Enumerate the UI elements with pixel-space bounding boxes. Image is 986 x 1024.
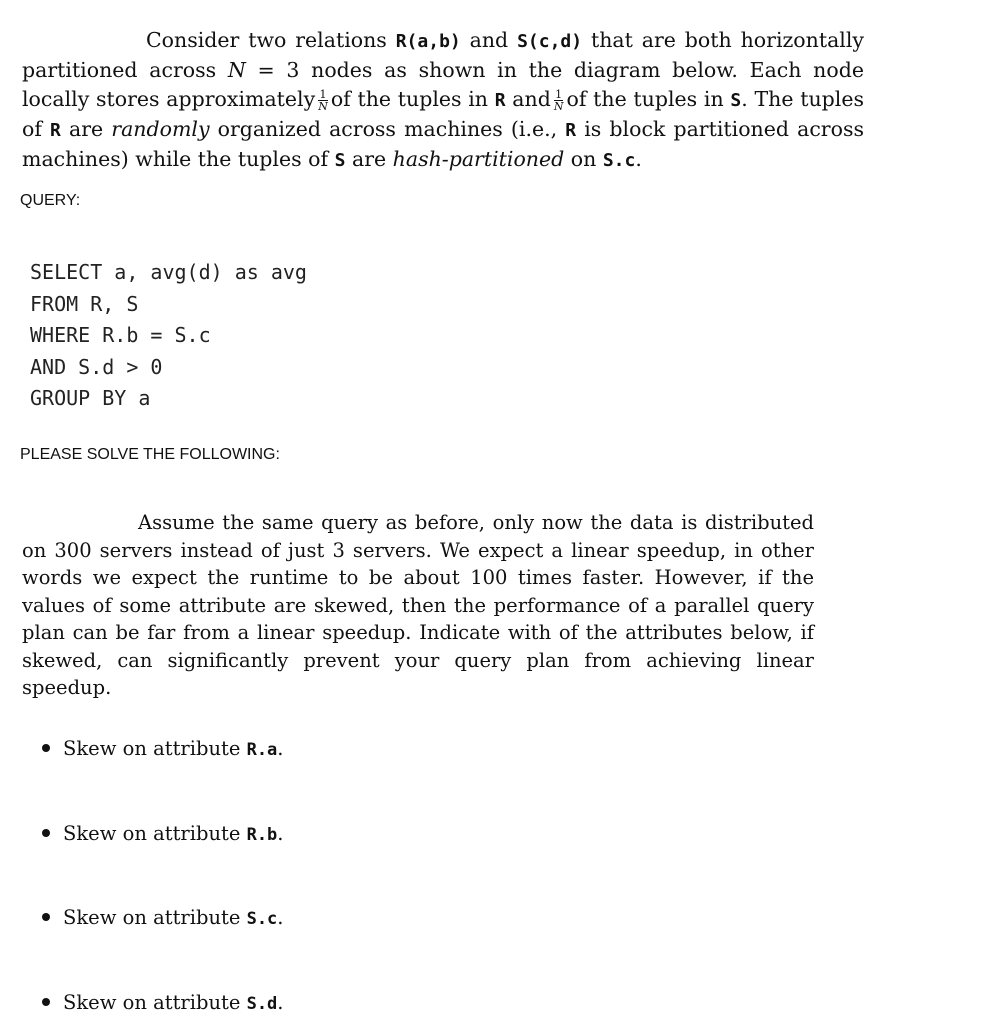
- option-skew-r-a: [42, 737, 284, 762]
- option-suffix: .: [277, 737, 284, 760]
- relation-r-schema: R(a,b): [395, 31, 461, 52]
- intro-text: .: [635, 147, 642, 171]
- option-attribute: S.c: [246, 909, 278, 929]
- option-attribute: R.a: [246, 740, 278, 760]
- intro-text: and: [505, 87, 551, 111]
- fraction-denominator: N: [553, 100, 564, 113]
- intro-text: that are both horizontally partitioned across: [22, 28, 865, 82]
- intro-text: of the tuples in: [566, 87, 731, 111]
- fraction-numerator: 1: [555, 88, 563, 101]
- fraction-denominator: N: [318, 100, 328, 113]
- intro-paragraph: [22, 26, 864, 175]
- intro-text: and: [460, 28, 518, 52]
- option-attribute: S.d: [246, 994, 278, 1014]
- intro-text: organized across machines (i.e.,: [209, 117, 566, 141]
- option-skew-s-d: [42, 991, 284, 1016]
- relation-r: R: [50, 120, 61, 141]
- bullet-icon: [42, 744, 50, 752]
- option-text: Skew on attribute: [63, 991, 247, 1014]
- bullet-icon: [42, 998, 50, 1006]
- option-suffix: .: [277, 991, 284, 1014]
- option-skew-r-b: [42, 822, 284, 847]
- intro-text: of the tuples in: [330, 87, 495, 111]
- emphasis-randomly: randomly: [111, 117, 210, 141]
- fraction-one-over-n: [318, 89, 328, 112]
- option-text: Skew on attribute: [63, 906, 247, 929]
- option-suffix: .: [277, 822, 284, 845]
- sql-line: AND S.d > 0: [30, 354, 163, 379]
- option-skew-s-c: [42, 906, 284, 931]
- option-suffix: .: [277, 906, 284, 929]
- problem-paragraph: [22, 509, 814, 702]
- sql-line: GROUP BY a: [30, 386, 151, 410]
- option-text: Skew on attribute: [63, 822, 247, 845]
- relation-r: R: [494, 90, 506, 111]
- query-label: QUERY:: [20, 192, 81, 209]
- fraction-one-over-n: [554, 89, 564, 112]
- intro-text: are: [60, 117, 112, 141]
- intro-text: . The tuples of: [22, 87, 864, 141]
- attribute-s-c: S.c: [602, 150, 636, 171]
- intro-text: are: [345, 147, 393, 171]
- intro-text: is block partitioned across machines) while the tuples of: [22, 117, 864, 171]
- relation-s: S: [730, 90, 742, 111]
- emphasis-hash-partitioned: hash-partitioned: [392, 147, 565, 171]
- sql-line: SELECT a, avg(d) as avg: [30, 260, 307, 284]
- option-text: Skew on attribute: [63, 737, 247, 760]
- sql-line: WHERE R.b = S.c: [30, 323, 211, 347]
- fraction-numerator: 1: [319, 88, 327, 101]
- intro-text: = 3 nodes as shown in the diagram below. Each node locally stores approximately: [22, 58, 864, 111]
- bullet-icon: [42, 913, 50, 921]
- relation-s-schema: S(c,d): [517, 31, 583, 52]
- option-attribute: R.b: [246, 825, 278, 845]
- problem-text: Assume the same query as before, only now the data is distributed on 300 servers instead of just 3 servers. We expect a linear speedup, in other words we expect the runtime to be about 100 times faster. However, if the values of some attribute are skewed, then the performance of a parallel query plan can be far from a linear speedup. Indicate with of the attributes below, if skewed, can significantly prevent your query plan from achieving linear speedup.: [22, 511, 814, 699]
- sql-query: [30, 257, 307, 415]
- bullet-icon: [42, 829, 50, 837]
- solve-label: PLEASE SOLVE THE FOLLOWING:: [20, 446, 280, 463]
- intro-text: Consider two relations: [146, 28, 396, 52]
- sql-line: FROM R, S: [30, 291, 139, 316]
- relation-s: S: [334, 150, 346, 171]
- relation-r: R: [565, 120, 577, 141]
- var-n: N: [227, 58, 246, 82]
- intro-text: on: [564, 147, 603, 171]
